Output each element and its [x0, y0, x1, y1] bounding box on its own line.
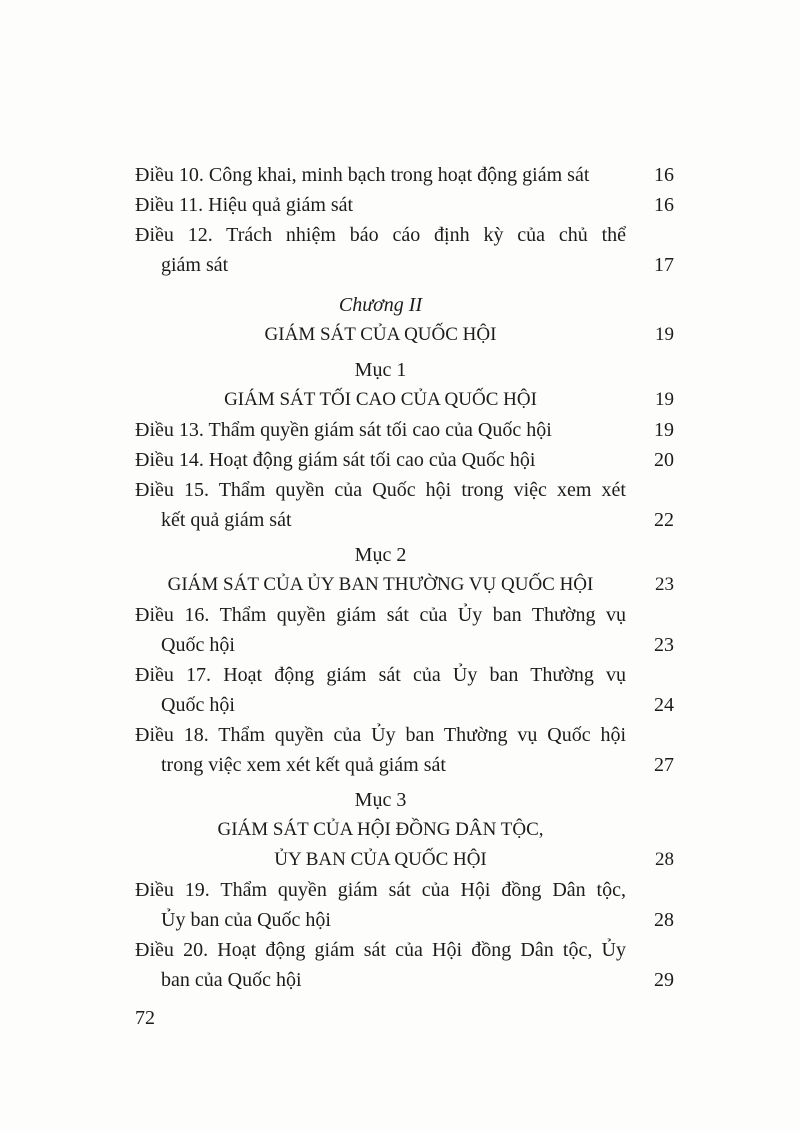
- toc-line-text: Điều 13. Thẩm quyền giám sát tối cao của Quốc hội: [135, 419, 552, 441]
- toc-page-number: 19: [655, 324, 674, 345]
- toc-row: [135, 965, 674, 995]
- toc-line-text: Điều 12. Trách nhiệm báo cáo định kỳ của chủ thể: [135, 224, 626, 246]
- toc-line-text: Điều 14. Hoạt động giám sát tối cao của Quốc hội: [135, 449, 536, 471]
- toc-row: [135, 540, 674, 570]
- toc-page-number: 20: [654, 449, 674, 471]
- toc-page-number: 17: [654, 254, 674, 276]
- toc-line-text: Điều 11. Hiệu quả giám sát: [135, 194, 354, 216]
- toc-line-text: GIÁM SÁT CỦA QUỐC HỘI: [264, 324, 497, 345]
- toc-row: [135, 190, 674, 220]
- toc-line-text: Điều 19. Thẩm quyền giám sát của Hội đồng Dân tộc,: [135, 879, 626, 901]
- toc-row: [135, 445, 674, 475]
- toc-row: [135, 385, 674, 415]
- toc-line-text: Điều 15. Thẩm quyền của Quốc hội trong việc xem xét: [135, 479, 626, 501]
- toc-row: [135, 320, 674, 350]
- toc-page-number: 16: [654, 194, 674, 216]
- toc-row: [135, 905, 674, 935]
- toc-page-number: 28: [655, 849, 674, 870]
- toc-line-text: Mục 2: [354, 544, 407, 566]
- toc-line-text: Quốc hội: [161, 694, 235, 716]
- toc-page-number: 19: [655, 389, 674, 410]
- toc-line-text: Điều 18. Thẩm quyền của Ủy ban Thường vụ Quốc hội: [135, 724, 626, 746]
- toc-line-text: Điều 16. Thẩm quyền giám sát của Ủy ban Thường vụ: [135, 604, 626, 626]
- toc-row: [135, 600, 674, 630]
- toc-line-text: Chương II: [338, 294, 423, 316]
- toc-line-text: Mục 1: [354, 359, 407, 381]
- toc-line-text: ỦY BAN CỦA QUỐC HỘI: [274, 849, 487, 870]
- toc-row: [135, 875, 674, 905]
- toc-row: [135, 660, 674, 690]
- toc-row: [135, 570, 674, 600]
- toc-line-text: trong việc xem xét kết quả giám sát: [161, 754, 446, 776]
- toc-line-text: Điều 10. Công khai, minh bạch trong hoạt động giám sát: [135, 164, 590, 186]
- toc-page-number: 24: [654, 694, 674, 716]
- toc-row: [135, 160, 674, 190]
- toc-line-text: GIÁM SÁT CỦA ỦY BAN THƯỜNG VỤ QUỐC HỘI: [167, 574, 594, 595]
- toc-row: [135, 720, 674, 750]
- toc-page-number: 19: [654, 419, 674, 441]
- toc-row: [135, 815, 674, 845]
- toc-page-number: 29: [654, 969, 674, 991]
- toc-row: [135, 630, 674, 660]
- toc-row: [135, 475, 674, 505]
- toc-line-text: Mục 3: [354, 789, 407, 811]
- toc-row: [135, 505, 674, 535]
- toc-page-number: 16: [654, 164, 674, 186]
- toc-page-number: 28: [654, 909, 674, 931]
- toc-line-text: kết quả giám sát: [161, 509, 292, 531]
- toc-line-text: Điều 17. Hoạt động giám sát của Ủy ban Thường vụ: [135, 664, 626, 686]
- toc-line-text: ban của Quốc hội: [161, 969, 302, 991]
- toc-line-text: Ủy ban của Quốc hội: [161, 909, 331, 931]
- toc-row: [135, 220, 674, 250]
- toc-row: [135, 250, 674, 280]
- toc-page-number: 22: [654, 509, 674, 531]
- toc-content: [135, 160, 674, 1033]
- toc-row: [135, 750, 674, 780]
- toc-row: [135, 785, 674, 815]
- toc-row: [135, 845, 674, 875]
- toc-line-text: Điều 20. Hoạt động giám sát của Hội đồng Dân tộc, Ủy: [135, 939, 626, 961]
- toc-page-number: 23: [654, 634, 674, 656]
- toc-line-text: Quốc hội: [161, 634, 235, 656]
- toc-line-text: giám sát: [161, 254, 229, 276]
- toc-line-text: GIÁM SÁT TỐI CAO CỦA QUỐC HỘI: [224, 389, 537, 410]
- toc-row: [135, 355, 674, 385]
- toc-page-number: 27: [654, 754, 674, 776]
- toc-line-text: GIÁM SÁT CỦA HỘI ĐỒNG DÂN TỘC,: [217, 819, 544, 840]
- toc-row: [135, 935, 674, 965]
- toc-row: [135, 415, 674, 445]
- toc-list: [135, 160, 674, 995]
- page-folio: 72: [135, 1007, 155, 1029]
- toc-page-number: 23: [655, 574, 674, 595]
- toc-row: [135, 290, 674, 320]
- toc-row: [135, 690, 674, 720]
